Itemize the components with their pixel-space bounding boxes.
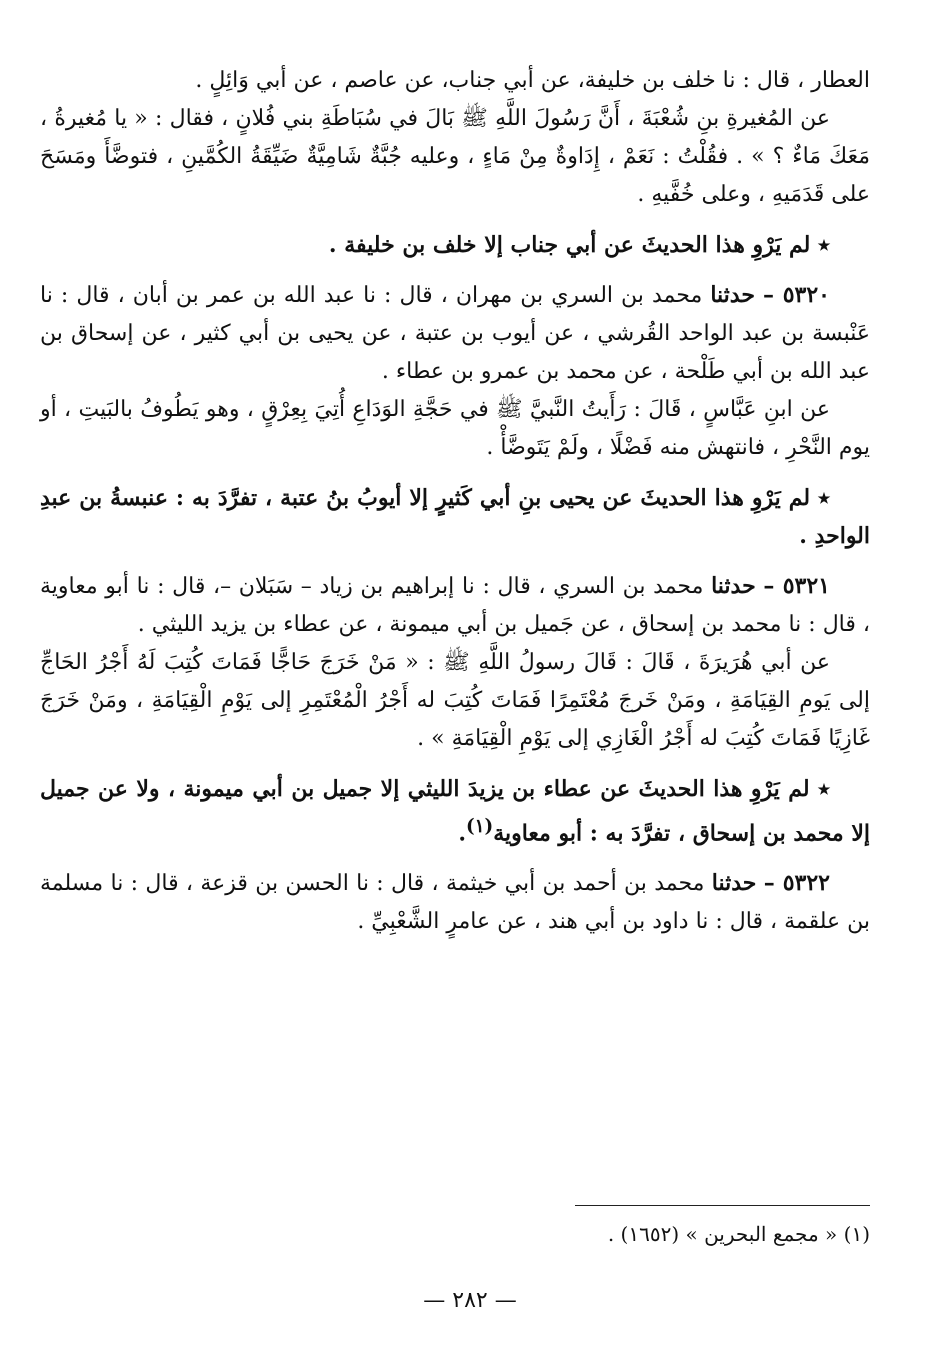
commentary-note: ٭ لم يَرْوِ هذا الحديثَ عن يحيى بنِ أبي كَثيرٍ إلا أيوبُ بنُ عتبة ، تفرَّدَ به : عنبسةُ بن عبدِ الواحدِ .: [40, 485, 870, 549]
narration-keyword: حدثنا: [710, 282, 755, 308]
text-line: العطار ، قال : نا خلف بن خليفة، عن أبي جناب، عن عاصم ، عن أبي وَائِلٍ .: [195, 68, 870, 93]
footnote-divider: [575, 1205, 870, 1206]
commentary-note: [40, 770, 870, 852]
note-end: .: [458, 820, 466, 847]
page-body: [40, 62, 870, 941]
isnad-text: محمد بن السري بن مهران ، قال : نا عبد الله بن عمر بن أبان ، قال : نا عَنْبسة بن عبد الواحد القُرشي ، عن أيوب بن عتبة ، عن يحيى بن أبي كثير ، عن إسحاق بن عبد الله بن أبي طَلْحة ، عن محمد بن عمرو بن عطاء .: [40, 283, 870, 384]
footnote-reference: (١): [465, 816, 494, 837]
hadith-text: عن ابنِ عَبَّاسٍ ، قَالَ : رَأَيتُ النَّبيَّ ﷺ في حَجَّةِ الوَدَاعِ أُتِيَ بِعِرْقٍ ، وهو يَطُوفُ بالبَيتِ ، أو يوم النَّحْرِ ، فانتهش منه فَضْلًا ، ولَمْ يَتَوضَّأْ .: [40, 397, 870, 460]
hadith-text: عن أبي هُرَيرَةَ ، قَالَ : قَالَ رسولُ اللَّهِ ﷺ : « مَنْ خَرَجَ حَاجًّا فَمَاتَ كُتِبَ لَهُ أَجْرُ الحَاجِّ إلى يَومِ القِيَامَةِ ، ومَنْ خَرجَ مُعْتَمِرًا فَمَاتَ كُتِبَ له أَجْرُ الْمُعْتَمِرِ إلى يَوْمِ الْقِيَامَةِ ، ومَنْ خَرَجَ غَازِيًا فَمَاتَ كُتِبَ له أَجْرُ الْغَازِي إلى يَوْمِ الْقِيَامَةِ » .: [40, 650, 871, 751]
hadith-text: عن المُغيرةِ بنِ شُعْبَةَ ، أَنَّ رَسُولَ اللَّهِ ﷺ بَالَ في سُبَاطَةِ بني فُلانٍ ، فقال : « يا مُغيرةُ ، مَعَكَ مَاءٌ ؟ » . فقُلْتُ : نَعَمْ ، إِدَاوةٌ مِنْ مَاءٍ ، وعليه جُبَّةٌ شَامِيَّةٌ ضَيِّقَةُ الكُمَّينِ ، فتوضَّأَ ومَسَحَ على قَدَمَيهِ ، وعلى خُفَّيهِ .: [40, 106, 870, 207]
hadith-number: ٥٣٢١ –: [763, 573, 830, 599]
footnote: (١) « مجمع البحرين » (١٦٥٢) .: [607, 1222, 870, 1246]
hadith-isnad-5322: [40, 864, 870, 941]
isnad-text: محمد بن السري ، قال : نا إبراهيم بن زياد – سَبَلان –، قال : نا أبو معاوية ، قال : نا محمد بن إسحاق ، عن جَميل بن أبي ميمونة ، عن عطاء بن يزيد الليثي .: [40, 574, 870, 637]
hadith-number: ٥٣٢٢ –: [763, 870, 830, 897]
note-text: ٭ لم يَرْوِ هذا الحديثَ عن عطاء بن يزيدَ الليثي إلا جميل بن أبي ميمونة ، ولا عن جميل إلا محمد بن إسحاق ، تفرَّدَ به : أبو معاوية: [40, 776, 870, 847]
hadith-isnad-5321: [40, 567, 870, 644]
narration-keyword: حدثنا: [711, 870, 757, 897]
isnad-text: محمد بن أحمد بن أبي خيثمة ، قال : نا الحسن بن قزعة ، قال : نا مسلمة بن علقمة ، قال : نا داود بن أبي هند ، عن عامرٍ الشَّعْبِيِّ .: [40, 871, 870, 935]
hadith-number: ٥٣٢٠ –: [763, 282, 830, 308]
commentary-note: ٭ لم يَرْوِ هذا الحديثَ عن أبي جناب إلا خلف بن خليفة .: [328, 232, 830, 258]
hadith-isnad-5320: [40, 276, 870, 391]
narration-keyword: حدثنا: [711, 573, 756, 599]
page-number: — ٢٨٢ —: [423, 1288, 517, 1313]
